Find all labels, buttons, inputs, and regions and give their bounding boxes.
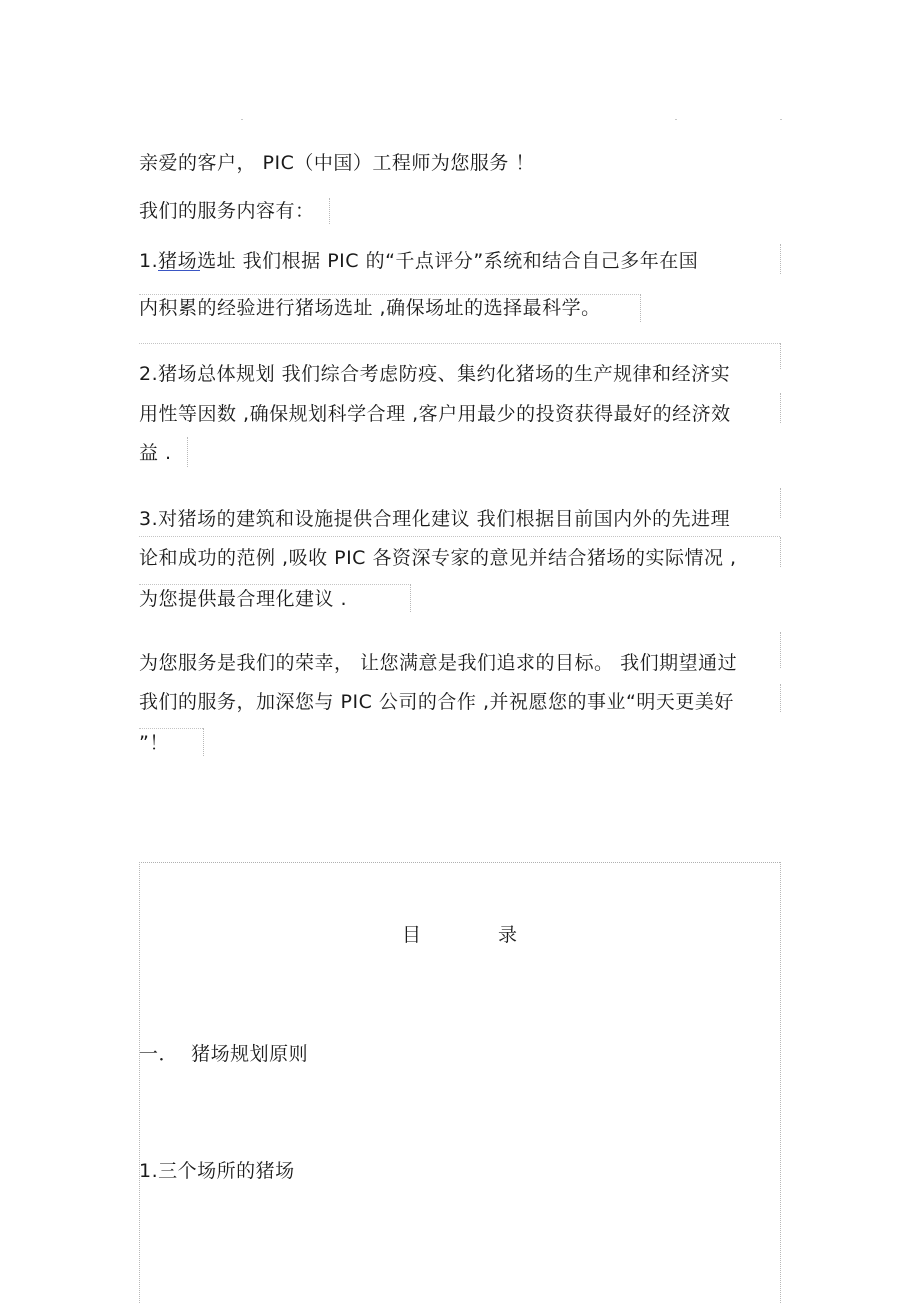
toc-subsection-1: 1.三个场所的猪场 bbox=[139, 1160, 295, 1182]
scan-mark bbox=[241, 119, 243, 120]
dotted-guide bbox=[780, 244, 781, 274]
closing-line-2: 我们的服务，加深您与 PIC 公司的合作 ,并祝愿您的事业“明天更美好 bbox=[139, 691, 734, 713]
service-item-2-line-1: 2.猪场总体规划 我们综合考虑防疫、集约化猪场的生产规律和经济实 bbox=[139, 363, 731, 385]
service-item-1-line-2: 内积累的经验进行猪场选址 ,确保场址的选择最科学。 bbox=[139, 297, 601, 319]
service-item-3-line-3: 为您提供最合理化建议 . bbox=[139, 588, 348, 610]
letter-intro: 我们的服务内容有： bbox=[139, 200, 315, 222]
underline-mark bbox=[158, 270, 200, 271]
dotted-guide bbox=[329, 198, 330, 224]
service-item-3-line-2: 论和成功的范例 ,吸收 PIC 各资深专家的意见并结合猪场的实际情况 , bbox=[139, 547, 737, 569]
dotted-guide bbox=[187, 437, 188, 467]
toc-frame-right bbox=[780, 862, 781, 1303]
dotted-guide bbox=[780, 393, 781, 423]
closing-line-3: ”！ bbox=[139, 732, 169, 754]
toc-section-one: 一． 猪场规划原则 bbox=[139, 1043, 309, 1065]
letter-greeting: 亲爱的客户， PIC（中国）工程师为您服务 ！ bbox=[139, 152, 535, 174]
dotted-guide bbox=[139, 294, 639, 295]
dotted-guide bbox=[410, 584, 411, 612]
toc-frame-left bbox=[139, 862, 140, 1303]
dotted-guide bbox=[780, 488, 781, 518]
toc-heading-char-2: 录 bbox=[498, 924, 518, 946]
service-item-2-line-2: 用性等因数 ,确保规划科学合理 ,客户用最少的投资获得最好的经济效 bbox=[139, 403, 731, 425]
dotted-guide bbox=[203, 728, 204, 756]
closing-line-1: 为您服务是我们的荣幸， 让您满意是我们追求的目标。 我们期望通过 bbox=[139, 652, 738, 674]
dotted-guide bbox=[780, 537, 781, 567]
scan-mark bbox=[675, 119, 677, 120]
dotted-guide bbox=[139, 343, 780, 344]
service-item-2-line-3: 益 . bbox=[139, 442, 172, 464]
dotted-guide bbox=[139, 728, 203, 729]
dotted-guide bbox=[780, 684, 781, 712]
toc-heading-char-1: 目 bbox=[402, 924, 422, 946]
dotted-guide bbox=[139, 536, 780, 537]
toc-frame-top bbox=[139, 862, 780, 863]
dotted-guide bbox=[640, 294, 641, 322]
dotted-guide bbox=[780, 632, 781, 668]
dotted-guide bbox=[780, 343, 781, 369]
service-item-3-line-1: 3.对猪场的建筑和设施提供合理化建议 我们根据目前国内外的先进理 bbox=[139, 508, 731, 530]
dotted-guide bbox=[139, 584, 409, 585]
service-item-1-line-1: 1.猪场选址 我们根据 PIC 的“千点评分”系统和结合自己多年在国 bbox=[139, 250, 699, 272]
scan-mark bbox=[780, 119, 782, 120]
